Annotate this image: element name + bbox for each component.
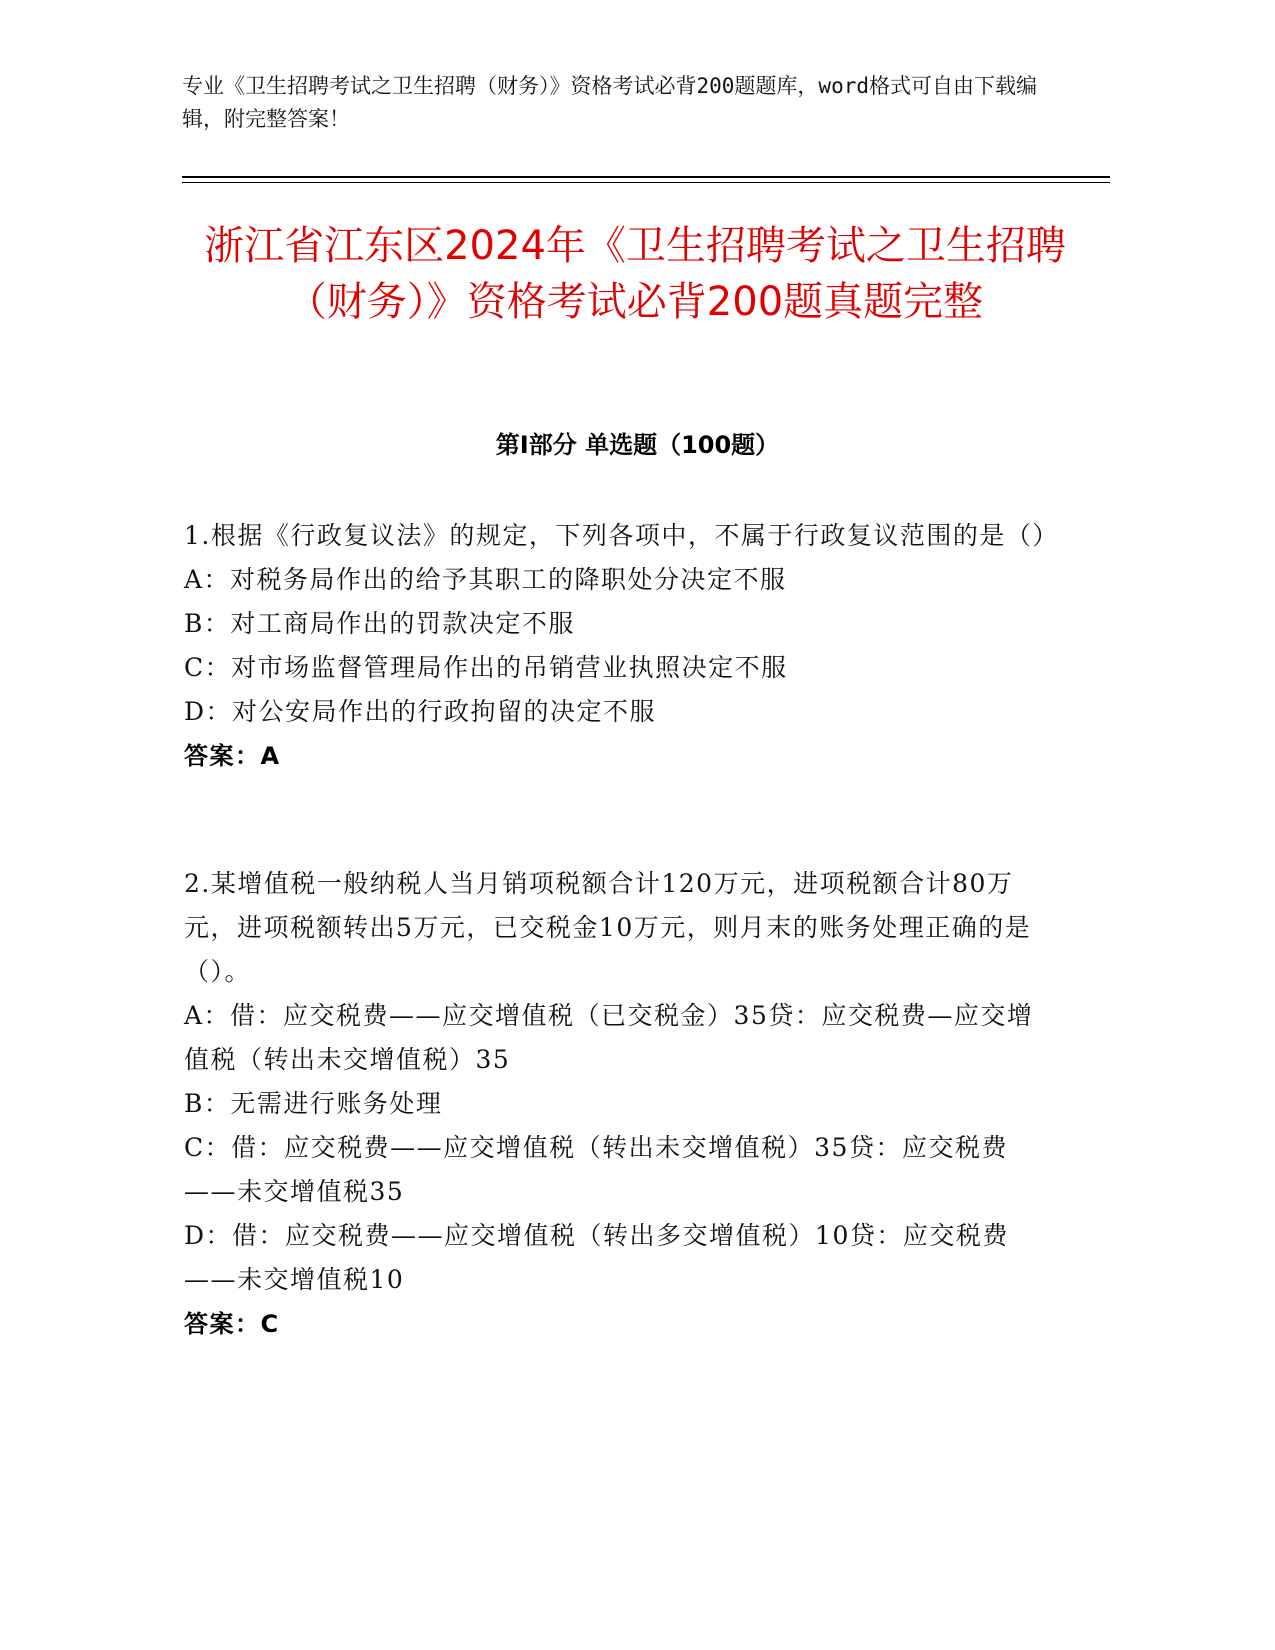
question-1 [184,514,1059,778]
option-b: B：对工商局作出的罚款决定不服 [184,609,575,638]
option-a: A：借：应交税费——应交增值税（已交税金）35贷：应交税费—应交增值税（转出未交增值税）35 [184,1001,1034,1074]
question-stem: 2.某增值税一般纳税人当月销项税额合计120万元，进项税额合计80万元，进项税额转出5万元，已交税金10万元，则月末的账务处理正确的是（）。 [184,869,1032,986]
option-c: C：借：应交税费——应交增值税（转出未交增值税）35贷：应交税费——未交增值税35 [184,1133,1008,1206]
header-divider-thin [182,182,1110,183]
option-d: D：对公安局作出的行政拘留的决定不服 [184,697,657,726]
option-b: B：无需进行账务处理 [184,1089,443,1118]
section-title: 第I部分 单选题（100题） [495,431,780,459]
option-c: C：对市场监督管理局作出的吊销营业执照决定不服 [184,653,788,682]
option-a: A：对税务局作出的给予其职工的降职处分决定不服 [184,565,787,594]
header-note: 专业《卫生招聘考试之卫生招聘（财务）》资格考试必背200题题库，word格式可自由下载编辑，附完整答案！ [182,74,1037,131]
header-divider-thick [182,176,1110,178]
question-stem: 1.根据《行政复议法》的规定，下列各项中，不属于行政复议范围的是（） [184,521,1059,550]
option-d: D：借：应交税费——应交增值税（转出多交增值税）10贷：应交税费——未交增值税10 [184,1221,1009,1294]
answer: 答案：C [184,1310,280,1338]
answer: 答案：A [184,742,281,770]
question-2 [184,862,1054,1346]
document-title: 浙江省江东区2024年《卫生招聘考试之卫生招聘（财务）》资格考试必背200题真题完整 [204,223,1066,325]
